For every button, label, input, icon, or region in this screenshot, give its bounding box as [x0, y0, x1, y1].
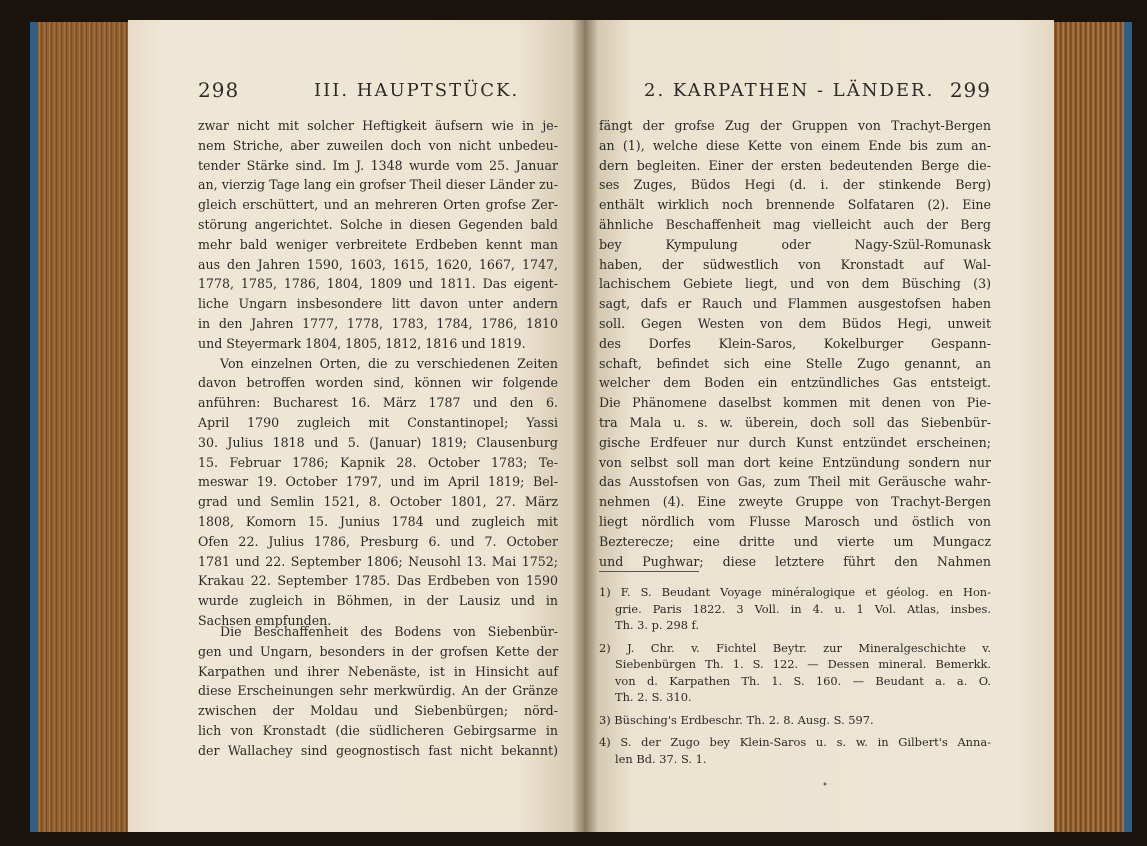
footnote-line: grie. Paris 1822. 3 Voll. in 4. u. 1 Vol. Atlas, insbes.: [615, 601, 991, 616]
text-line: schaft, befindet sich eine Stelle Zugo genannt, an: [599, 355, 991, 371]
footnote-line: 1) F. S. Beudant Voyage minéralogique et géolog. en Hon-: [599, 585, 991, 599]
text-line: Bezterecze; eine dritte und vierte um Mungacz: [599, 533, 991, 549]
right-page: [584, 20, 1054, 832]
right-page-number: 299: [949, 78, 991, 102]
text-line: tra Mala u. s. w. überein, doch soll das Siebenbür-: [599, 414, 991, 430]
footnote-2: [599, 640, 991, 706]
text-line: dern begleiten. Einer der ersten bedeutenden Berge die-: [599, 157, 991, 173]
left-paragraph-3: [198, 622, 558, 761]
text-line: Die Beschaffenheit des Bodens von Siebenbür-: [220, 624, 558, 639]
text-line: Sachsen empfunden.: [198, 612, 332, 628]
text-line: das Ausstofsen von Gas, zum Theil mit Geräusche wahr-: [599, 474, 991, 490]
text-line: wurde zugleich in Böhmen, in der Lausiz und in: [198, 593, 558, 609]
book-gutter: [572, 20, 598, 832]
text-line: aus den Jahren 1590, 1603, 1615, 1620, 1667, 1747,: [198, 256, 558, 272]
text-line: welcher dem Boden ein entzündliches Gas entsteigt.: [599, 375, 991, 391]
text-line: ses Zuges, Büdos Hegi (d. i. der stinkende Berg): [599, 177, 991, 193]
footnote-4: [599, 734, 991, 767]
text-line: Karpathen und ihrer Nebenäste, ist in Hinsicht auf: [198, 663, 558, 679]
left-page-number: 298: [198, 78, 240, 102]
text-line: soll. Gegen Westen von dem Büdos Hegi, unweit: [599, 315, 991, 331]
text-line: an (1), welche diese Kette von einem Ende bis zum an-: [599, 137, 991, 153]
text-line: haben, der südwestlich von Kronstadt auf Wal-: [599, 256, 991, 272]
text-line: bey Kympulung oder Nagy-Szül-Romunask: [599, 236, 991, 252]
footnote-line: 4) S. der Zugo bey Klein-Saros u. s. w. in Gilbert's Anna-: [599, 735, 991, 749]
text-line: Ofen 22. Julius 1786, Presburg 6. und 7. October: [198, 533, 558, 549]
text-line: 15. Februar 1786; Kapnik 28. October 1783; Te-: [198, 454, 558, 470]
text-line: von selbst soll man dort keine Entzündung sondern nur: [599, 454, 991, 470]
text-line: Krakau 22. September 1785. Das Erdbeben von 1590: [198, 573, 558, 589]
text-line: an, vierzig Tage lang ein grofser Theil dieser Länder zu-: [198, 177, 558, 193]
text-line: gische Erdfeuer nur durch Kunst entzündet erscheinen;: [599, 434, 991, 450]
text-line: lachischem Gebiete liegt, und von dem Büsching (3): [599, 276, 991, 292]
footnotes: [599, 584, 991, 773]
right-paragraph-1: [599, 116, 991, 571]
text-line: nem Striche, aber zuweilen doch von nicht unbedeu-: [198, 137, 558, 153]
text-line: diese Erscheinungen sehr merkwürdig. An der Gränze: [198, 683, 558, 699]
text-line: sagt, dafs er Rauch und Flammen ausgestofsen haben: [599, 296, 991, 312]
footnote-line: 3) Büsching's Erdbeschr. Th. 2. 8. Ausg. S. 597.: [599, 712, 874, 727]
text-line: lich von Kronstadt (die südlicheren Gebirgsarme in: [198, 722, 558, 738]
text-line: April 1790 zugleich mit Constantinopel; Yassi: [198, 414, 558, 430]
footnote-line: Th. 2. S. 310.: [615, 690, 692, 704]
text-line: fängt der grofse Zug der Gruppen von Trachyt-Bergen: [599, 118, 991, 133]
text-line: liegt nördlich vom Flusse Marosch und östlich von: [599, 513, 991, 529]
footnote-divider: [599, 571, 699, 572]
footnote-line: Siebenbürgen Th. 1. S. 122. — Dessen mineral. Bemerkk.: [615, 657, 991, 671]
text-line: zwischen der Moldau und Siebenbürgen; nörd-: [198, 703, 558, 719]
text-line: anführen: Bucharest 16. März 1787 und den 6.: [198, 395, 558, 411]
right-page-edges: [1052, 22, 1132, 832]
text-line: und Pughwar; diese letztere führt den Nahmen: [599, 553, 991, 569]
footnote-line: von d. Karpathen Th. 1. S. 160. — Beudant a. a. O.: [615, 673, 991, 688]
text-line: störung angerichtet. Solche in diesen Gegenden bald: [198, 216, 558, 232]
text-line: des Dorfes Klein-Saros, Kokelburger Gespann-: [599, 335, 991, 351]
footnote-line: 2) J. Chr. v. Fichtel Beytr. zur Mineralgeschichte v.: [599, 640, 991, 655]
text-line: gleich erschüttert, und an mehreren Orten grofse Zer-: [198, 197, 558, 213]
left-page: [128, 20, 586, 832]
ink-speck: •: [822, 780, 828, 791]
text-line: 1781 und 22. September 1806; Neusohl 13. Mai 1752;: [198, 553, 558, 569]
right-page-header: [599, 78, 991, 112]
left-paragraph-1: [198, 116, 558, 631]
text-line: ähnliche Beschaffenheit mag vielleicht auch der Berg: [599, 216, 991, 232]
text-line: Die Phänomene daselbst kommen mit denen von Pie-: [599, 395, 991, 411]
text-line: der Wallachey sind geognostisch fast nicht bekannt): [198, 742, 558, 758]
text-line: 1808, Komorn 15. Junius 1784 und zugleich mit: [198, 513, 558, 529]
text-line: 30. Julius 1818 und 5. (Januar) 1819; Clausenburg: [198, 434, 558, 450]
text-line: zwar nicht mit solcher Heftigkeit äufsern wie in je-: [198, 118, 558, 133]
text-line: meswar 19. October 1797, und im April 1819; Bel-: [198, 474, 558, 490]
right-running-title: 2. KARPATHEN - LÄNDER.: [644, 80, 935, 101]
text-line: nehmen (4). Eine zweyte Gruppe von Trachyt-Bergen: [599, 494, 991, 510]
text-line: tender Stärke sind. Im J. 1348 wurde vom 25. Januar: [198, 157, 558, 173]
left-page-header: [198, 78, 558, 112]
left-running-title: III. HAUPTSTÜCK.: [314, 80, 520, 101]
footnote-3: [599, 712, 991, 729]
text-line: grad und Semlin 1521, 8. October 1801, 27. März: [198, 494, 558, 510]
text-line: gen und Ungarn, besonders in der grofsen Kette der: [198, 643, 558, 659]
text-line: 1778, 1785, 1786, 1804, 1809 und 1811. Das eigent-: [198, 276, 558, 292]
text-line: enthält wirklich noch brennende Solfataren (2). Eine: [599, 197, 991, 213]
text-line: davon betroffen worden sind, können wir folgende: [198, 375, 558, 391]
footnote-line: Th. 3. p. 298 f.: [615, 618, 699, 632]
footnote-1: [599, 584, 991, 634]
text-line: liche Ungarn insbesondere litt davon unter andern: [198, 296, 558, 312]
text-line: mehr bald weniger verbreitete Erdbeben kennt man: [198, 236, 558, 252]
text-line: Von einzelnen Orten, die zu verschiedenen Zeiten: [220, 355, 558, 371]
text-line: in den Jahren 1777, 1778, 1783, 1784, 1786, 1810: [198, 315, 558, 331]
footnote-line: len Bd. 37. S. 1.: [615, 751, 707, 766]
text-line: und Steyermark 1804, 1805, 1812, 1816 und 1819.: [198, 335, 526, 351]
